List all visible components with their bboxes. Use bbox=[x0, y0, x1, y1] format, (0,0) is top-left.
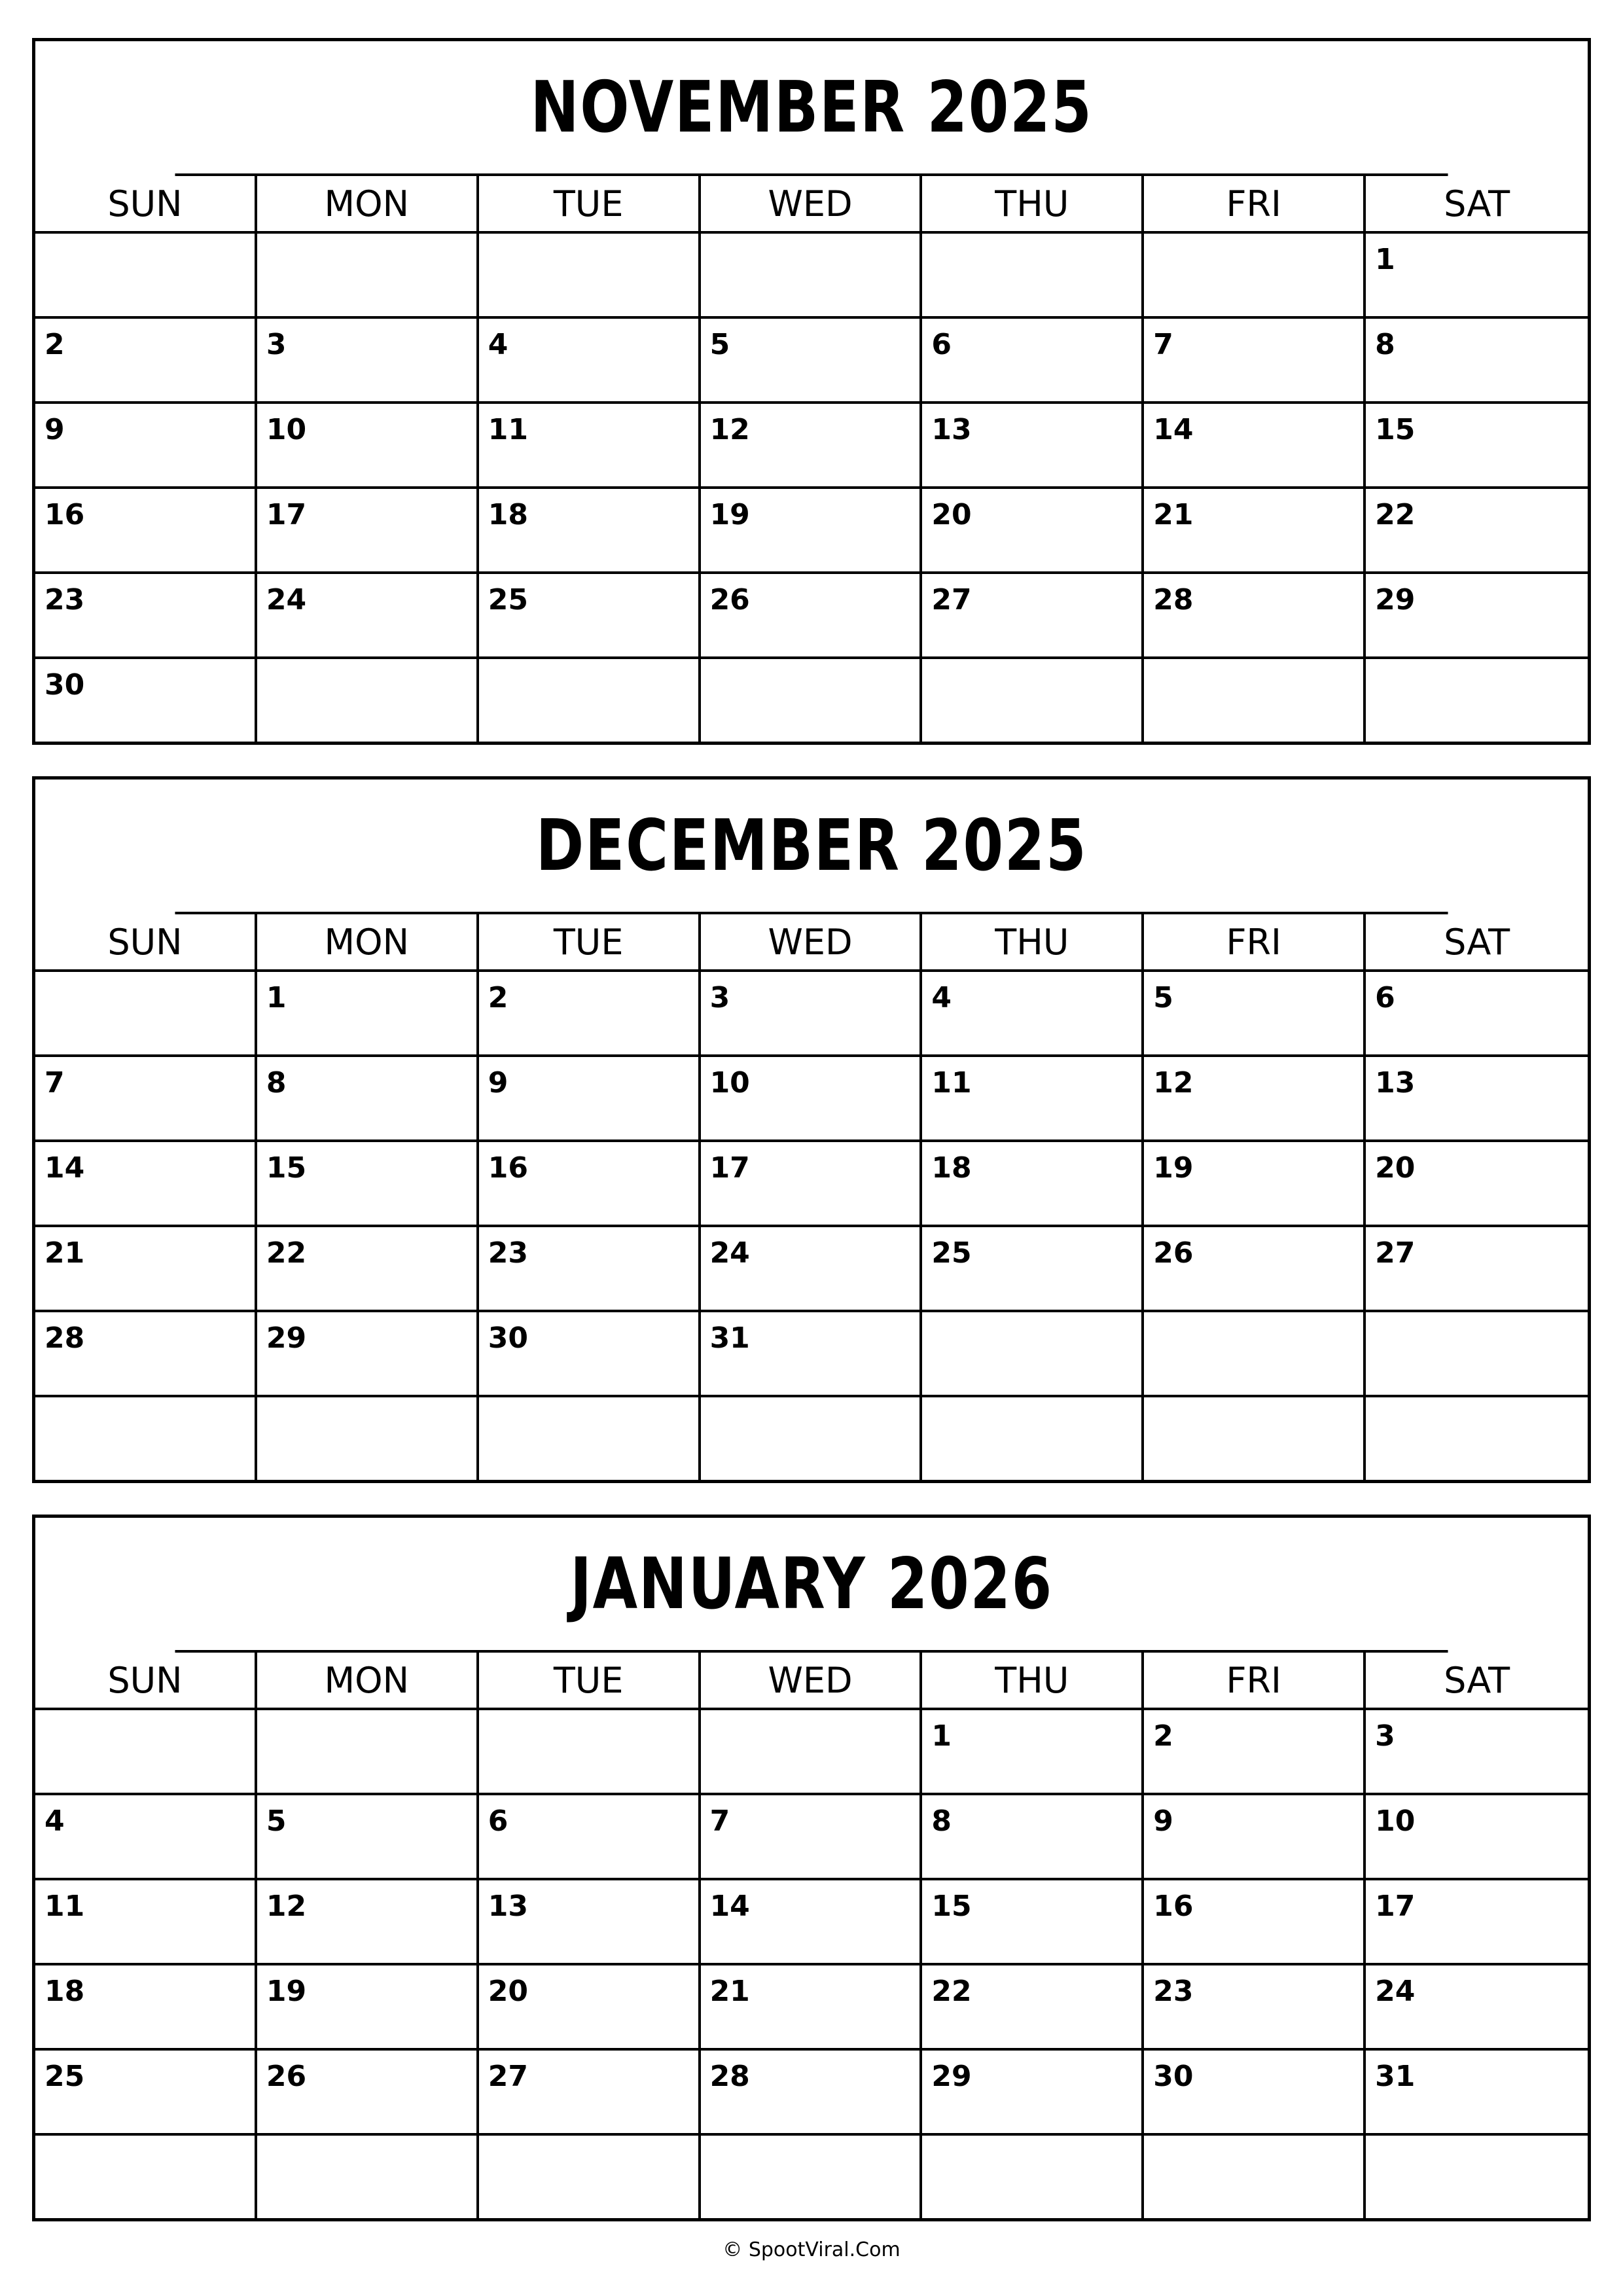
day-cell: 1 bbox=[922, 1710, 1144, 1795]
day-cell: 28 bbox=[701, 2051, 923, 2136]
day-cell: 13 bbox=[1366, 1057, 1588, 1142]
day-cell: 30 bbox=[35, 659, 257, 744]
day-cell: 21 bbox=[35, 1227, 257, 1312]
day-cell: 8 bbox=[257, 1057, 479, 1142]
day-cell: 3 bbox=[257, 319, 479, 404]
day-cell: 8 bbox=[1366, 319, 1588, 404]
day-cell: 27 bbox=[922, 574, 1144, 659]
day-cell: 21 bbox=[701, 1965, 923, 2051]
day-cell: 15 bbox=[1366, 404, 1588, 489]
weekday-header: WED bbox=[701, 1653, 923, 1710]
day-cell bbox=[922, 659, 1144, 744]
day-cell: 2 bbox=[35, 319, 257, 404]
day-cell bbox=[701, 234, 923, 319]
day-cell bbox=[1144, 659, 1366, 744]
weekday-header: THU bbox=[922, 176, 1144, 234]
day-cell: 16 bbox=[35, 489, 257, 574]
month-grid bbox=[35, 914, 1588, 1482]
month-grid bbox=[35, 176, 1588, 744]
day-cell: 25 bbox=[922, 1227, 1144, 1312]
day-cell bbox=[479, 2136, 701, 2221]
day-cell: 27 bbox=[1366, 1227, 1588, 1312]
weekday-header: SUN bbox=[35, 176, 257, 234]
day-cell: 18 bbox=[479, 489, 701, 574]
day-cell bbox=[922, 2136, 1144, 2221]
day-cell: 4 bbox=[35, 1795, 257, 1880]
day-cell: 12 bbox=[257, 1880, 479, 1965]
day-cell: 9 bbox=[35, 404, 257, 489]
weekday-header: MON bbox=[257, 1653, 479, 1710]
day-cell: 24 bbox=[257, 574, 479, 659]
day-cell bbox=[701, 1397, 923, 1482]
day-cell: 6 bbox=[479, 1795, 701, 1880]
day-cell bbox=[35, 2136, 257, 2221]
day-cell: 19 bbox=[257, 1965, 479, 2051]
day-cell: 1 bbox=[1366, 234, 1588, 319]
day-cell: 20 bbox=[1366, 1142, 1588, 1227]
day-cell bbox=[1366, 659, 1588, 744]
day-cell: 29 bbox=[922, 2051, 1144, 2136]
day-cell: 15 bbox=[257, 1142, 479, 1227]
weekday-header: SUN bbox=[35, 914, 257, 972]
day-cell: 23 bbox=[35, 574, 257, 659]
day-cell: 16 bbox=[1144, 1880, 1366, 1965]
day-cell: 11 bbox=[479, 404, 701, 489]
day-cell: 12 bbox=[701, 404, 923, 489]
day-cell: 23 bbox=[1144, 1965, 1366, 2051]
day-cell: 30 bbox=[1144, 2051, 1366, 2136]
day-cell: 22 bbox=[1366, 489, 1588, 574]
weekday-header: THU bbox=[922, 1653, 1144, 1710]
day-cell: 5 bbox=[701, 319, 923, 404]
weekday-header: MON bbox=[257, 176, 479, 234]
weekday-header: TUE bbox=[479, 914, 701, 972]
day-cell: 20 bbox=[479, 1965, 701, 2051]
day-cell: 19 bbox=[701, 489, 923, 574]
day-cell bbox=[479, 659, 701, 744]
day-cell bbox=[1144, 234, 1366, 319]
copyright-footer: © SpootViral.Com bbox=[722, 2238, 901, 2261]
day-cell bbox=[1366, 1397, 1588, 1482]
day-cell: 29 bbox=[257, 1312, 479, 1397]
day-cell: 5 bbox=[1144, 972, 1366, 1057]
weekday-header: WED bbox=[701, 914, 923, 972]
weekday-header: MON bbox=[257, 914, 479, 972]
day-cell: 23 bbox=[479, 1227, 701, 1312]
day-cell: 25 bbox=[35, 2051, 257, 2136]
weekday-header: SUN bbox=[35, 1653, 257, 1710]
day-cell: 31 bbox=[701, 1312, 923, 1397]
day-cell: 3 bbox=[1366, 1710, 1588, 1795]
day-cell: 7 bbox=[1144, 319, 1366, 404]
day-cell bbox=[35, 972, 257, 1057]
day-cell: 26 bbox=[701, 574, 923, 659]
day-cell: 18 bbox=[35, 1965, 257, 2051]
day-cell: 8 bbox=[922, 1795, 1144, 1880]
day-cell: 4 bbox=[479, 319, 701, 404]
day-cell: 11 bbox=[922, 1057, 1144, 1142]
day-cell: 1 bbox=[257, 972, 479, 1057]
day-cell: 11 bbox=[35, 1880, 257, 1965]
day-cell: 7 bbox=[35, 1057, 257, 1142]
day-cell: 27 bbox=[479, 2051, 701, 2136]
day-cell bbox=[479, 234, 701, 319]
weekday-header: TUE bbox=[479, 176, 701, 234]
day-cell bbox=[1366, 1312, 1588, 1397]
day-cell bbox=[922, 234, 1144, 319]
day-cell bbox=[1144, 1397, 1366, 1482]
day-cell: 10 bbox=[1366, 1795, 1588, 1880]
weekday-header: TUE bbox=[479, 1653, 701, 1710]
weekday-header: FRI bbox=[1144, 1653, 1366, 1710]
weekday-header: THU bbox=[922, 914, 1144, 972]
day-cell bbox=[35, 1397, 257, 1482]
day-cell: 14 bbox=[701, 1880, 923, 1965]
day-cell: 21 bbox=[1144, 489, 1366, 574]
day-cell: 13 bbox=[922, 404, 1144, 489]
day-cell: 6 bbox=[922, 319, 1144, 404]
day-cell bbox=[257, 234, 479, 319]
day-cell: 4 bbox=[922, 972, 1144, 1057]
day-cell: 28 bbox=[35, 1312, 257, 1397]
day-cell: 9 bbox=[479, 1057, 701, 1142]
day-cell: 3 bbox=[701, 972, 923, 1057]
day-cell bbox=[35, 234, 257, 319]
day-cell: 22 bbox=[922, 1965, 1144, 2051]
day-cell: 17 bbox=[701, 1142, 923, 1227]
month-grid bbox=[35, 1653, 1588, 2221]
day-cell: 15 bbox=[922, 1880, 1144, 1965]
day-cell bbox=[257, 1397, 479, 1482]
day-cell: 13 bbox=[479, 1880, 701, 1965]
calendar-january-2026 bbox=[32, 1515, 1591, 2221]
day-cell bbox=[701, 659, 923, 744]
calendar-november-2025 bbox=[32, 38, 1591, 745]
day-cell: 22 bbox=[257, 1227, 479, 1312]
day-cell: 17 bbox=[1366, 1880, 1588, 1965]
day-cell: 29 bbox=[1366, 574, 1588, 659]
day-cell bbox=[701, 1710, 923, 1795]
weekday-header: FRI bbox=[1144, 914, 1366, 972]
day-cell: 10 bbox=[257, 404, 479, 489]
day-cell: 20 bbox=[922, 489, 1144, 574]
weekday-header: WED bbox=[701, 176, 923, 234]
day-cell: 12 bbox=[1144, 1057, 1366, 1142]
day-cell bbox=[479, 1397, 701, 1482]
day-cell bbox=[701, 2136, 923, 2221]
weekday-header: FRI bbox=[1144, 176, 1366, 234]
day-cell: 25 bbox=[479, 574, 701, 659]
day-cell: 26 bbox=[1144, 1227, 1366, 1312]
day-cell: 19 bbox=[1144, 1142, 1366, 1227]
day-cell: 6 bbox=[1366, 972, 1588, 1057]
day-cell bbox=[479, 1710, 701, 1795]
day-cell: 17 bbox=[257, 489, 479, 574]
day-cell: 2 bbox=[479, 972, 701, 1057]
calendar-december-2025 bbox=[32, 776, 1591, 1483]
day-cell bbox=[35, 1710, 257, 1795]
day-cell bbox=[922, 1397, 1144, 1482]
day-cell: 14 bbox=[1144, 404, 1366, 489]
day-cell: 5 bbox=[257, 1795, 479, 1880]
month-title: JANUARY 2026 bbox=[175, 1518, 1448, 1653]
day-cell: 9 bbox=[1144, 1795, 1366, 1880]
day-cell bbox=[257, 1710, 479, 1795]
day-cell: 28 bbox=[1144, 574, 1366, 659]
weekday-header: SAT bbox=[1366, 176, 1588, 234]
day-cell bbox=[257, 659, 479, 744]
day-cell bbox=[1144, 1312, 1366, 1397]
day-cell bbox=[257, 2136, 479, 2221]
day-cell: 14 bbox=[35, 1142, 257, 1227]
day-cell: 7 bbox=[701, 1795, 923, 1880]
month-title: DECEMBER 2025 bbox=[175, 780, 1448, 914]
day-cell: 30 bbox=[479, 1312, 701, 1397]
weekday-header: SAT bbox=[1366, 1653, 1588, 1710]
day-cell bbox=[922, 1312, 1144, 1397]
day-cell: 18 bbox=[922, 1142, 1144, 1227]
day-cell: 10 bbox=[701, 1057, 923, 1142]
day-cell: 2 bbox=[1144, 1710, 1366, 1795]
day-cell bbox=[1144, 2136, 1366, 2221]
day-cell bbox=[1366, 2136, 1588, 2221]
month-title: NOVEMBER 2025 bbox=[175, 41, 1448, 176]
day-cell: 24 bbox=[701, 1227, 923, 1312]
weekday-header: SAT bbox=[1366, 914, 1588, 972]
day-cell: 26 bbox=[257, 2051, 479, 2136]
day-cell: 31 bbox=[1366, 2051, 1588, 2136]
day-cell: 16 bbox=[479, 1142, 701, 1227]
day-cell: 24 bbox=[1366, 1965, 1588, 2051]
